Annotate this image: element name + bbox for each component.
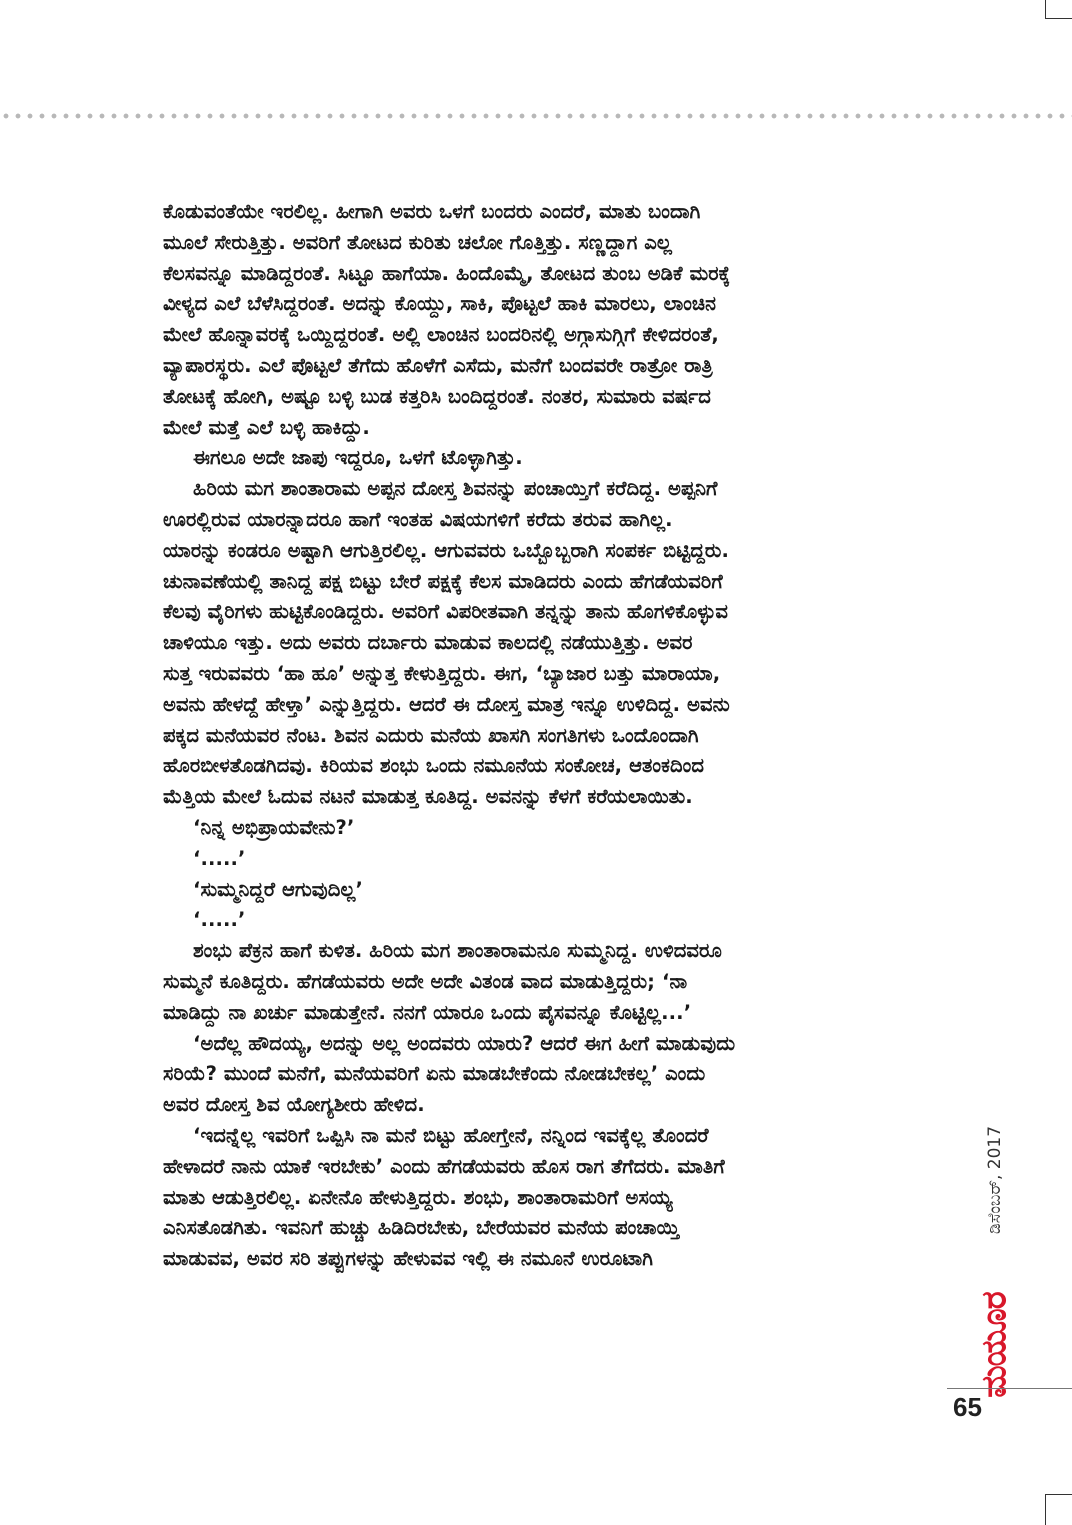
magazine-logo-text: ಮಯೂರ xyxy=(975,1292,1015,1398)
text-line: ಕೆಲಸವನ್ನೂ ಮಾಡಿದ್ದರಂತೆ. ಸಿಟ್ಟೂ ಹಾಗೆಯಾ. ಹಿಂದೊಮ್ಮೆ, ತೋಟದ ತುಂಬ ಅಡಿಕೆ ಮರಕ್ಕೆ xyxy=(163,261,731,285)
text-line: ‘.....’ xyxy=(193,908,246,932)
dotted-header-rule xyxy=(0,113,1072,119)
text-line: ಚಾಳಿಯೂ ಇತ್ತು. ಅದು ಅವರು ದರ್ಬಾರು ಮಾಡುವ ಕಾಲದಲ್ಲಿ ನಡೆಯುತ್ತಿತ್ತು. ಅವರ xyxy=(163,631,693,655)
text-line: ಹೇಳಾದರೆ ನಾನು ಯಾಕೆ ಇರಬೇಕು’ ಎಂದು ಹೆಗಡೆಯವರು ಹೊಸ ರಾಗ ತೆಗೆದರು. ಮಾತಿಗೆ xyxy=(163,1154,725,1178)
text-line: ‘.....’ xyxy=(193,846,246,870)
text-line: ಊರಲ್ಲಿರುವ ಯಾರನ್ನಾದರೂ ಹಾಗೆ ಇಂತಹ ವಿಷಯಗಳಿಗೆ ಕರೆದು ತರುವ ಹಾಗಿಲ್ಲ. xyxy=(163,507,673,531)
text-line: ಪಕ್ಕದ ಮನೆಯವರ ನೆಂಟ. ಶಿವನ ಎದುರು ಮನೆಯ ಖಾಸಗಿ ಸಂಗತಿಗಳು ಒಂದೊಂದಾಗಿ xyxy=(163,723,699,747)
text-line: ಮಾತು ಆಡುತ್ತಿರಲಿಲ್ಲ. ಏನೇನೊ ಹೇಳುತ್ತಿದ್ದರು. ಶಂಭು, ಶಾಂತಾರಾಮರಿಗೆ ಅಸಯ್ಯ xyxy=(163,1185,673,1209)
text-line: ಕೆಲವು ವೈರಿಗಳು ಹುಟ್ಟಿಕೊಂಡಿದ್ದರು. ಅವರಿಗೆ ವಿಪರೀತವಾಗಿ ತನ್ನನ್ನು ತಾನು ಹೊಗಳಿಕೊಳ್ಳುವ xyxy=(163,600,729,624)
text-line: ಮೇಲೆ ಮತ್ತೆ ಎಲೆ ಬಳ್ಳಿ ಹಾಕಿದ್ದು. xyxy=(163,415,370,439)
text-line: ಹಿರಿಯ ಮಗ ಶಾಂತಾರಾಮ ಅಪ್ಪನ ದೋಸ್ತ ಶಿವನನ್ನು ಪಂಚಾಯ್ತಿಗೆ ಕರೆದಿದ್ದ. ಅಪ್ಪನಿಗೆ xyxy=(193,477,718,501)
text-line: ಮಾಡಿದ್ದು ನಾ ಖರ್ಚು ಮಾಡುತ್ತೇನೆ. ನನಗೆ ಯಾರೂ ಒಂದು ಪೈಸವನ್ನೂ ಕೊಟ್ಟಿಲ್ಲ...’ xyxy=(163,1000,692,1024)
text-line: ‘ನಿನ್ನ ಅಭಿಪ್ರಾಯವೇನು?’ xyxy=(193,815,355,839)
text-line: ‘ಇದನ್ನೆಲ್ಲ ಇವರಿಗೆ ಒಪ್ಪಿಸಿ ನಾ ಮನೆ ಬಿಟ್ಟು ಹೋಗ್ತೇನೆ, ನನ್ನಿಂದ ಇವಕ್ಕೆಲ್ಲ ತೊಂದರೆ xyxy=(193,1123,709,1147)
crop-mark-bottom-right xyxy=(1045,1494,1072,1525)
magazine-logo xyxy=(948,1292,1042,1398)
text-line: ‘ಸುಮ್ಮನಿದ್ದರೆ ಆಗುವುದಿಲ್ಲ’ xyxy=(193,877,364,901)
text-line: ತೋಟಕ್ಕೆ ಹೋಗಿ, ಅಷ್ಟೂ ಬಳ್ಳಿ ಬುಡ ಕತ್ತರಿಸಿ ಬಂದಿದ್ದರಂತೆ. ನಂತರ, ಸುಮಾರು ವರ್ಷದ xyxy=(163,384,711,408)
text-line: ಈಗಲೂ ಅದೇ ಜಾಪು ಇದ್ದರೂ, ಒಳಗೆ ಟೊಳ್ಳಾಗಿತ್ತು. xyxy=(193,446,523,470)
text-line: ಸರಿಯೆ? ಮುಂದೆ ಮನೆಗೆ, ಮನೆಯವರಿಗೆ ಏನು ಮಾಡಬೇಕೆಂದು ನೋಡಬೇಕಲ್ಲ’ ಎಂದು xyxy=(163,1062,706,1086)
text-line: ಅವನು ಹೇಳದ್ದೆ ಹೇಳ್ತಾ’ ಎನ್ನುತ್ತಿದ್ದರು. ಆದರೆ ಈ ದೋಸ್ತ ಮಾತ್ರ ಇನ್ನೂ ಉಳಿದಿದ್ದ. ಅವನು xyxy=(163,692,730,716)
text-line: ಯಾರನ್ನು ಕಂಡರೂ ಅಷ್ಟಾಗಿ ಆಗುತ್ತಿರಲಿಲ್ಲ. ಆಗುವವರು ಒಬ್ಬೊಬ್ಬರಾಗಿ ಸಂಪರ್ಕ ಬಿಟ್ಟಿದ್ದರು. xyxy=(163,538,729,562)
text-line: ಮೆತ್ತಿಯ ಮೇಲೆ ಓದುವ ನಟನೆ ಮಾಡುತ್ತ ಕೂತಿದ್ದ. ಅವನನ್ನು ಕೆಳಗೆ ಕರೆಯಲಾಯಿತು. xyxy=(163,785,693,809)
issue-date-container xyxy=(948,1090,1042,1270)
text-line: ಮಾಡುವವ, ಅವರ ಸರಿ ತಪ್ಪುಗಳನ್ನು ಹೇಳುವವ ಇಲ್ಲಿ ಈ ನಮೂನೆ ಉರೂಟಾಗಿ xyxy=(163,1247,654,1271)
page-number: 65 xyxy=(953,1392,982,1422)
text-line: ಹೊರಬೀಳತೊಡಗಿದವು. ಕಿರಿಯವ ಶಂಭು ಒಂದು ನಮೂನೆಯ ಸಂಕೋಚ, ಆತಂಕದಿಂದ xyxy=(163,754,705,778)
sidebar-meta xyxy=(948,1080,1042,1398)
text-line: ವೀಳ್ಯದ ಎಲೆ ಬೆಳೆಸಿದ್ದರಂತೆ. ಅದನ್ನು ಕೊಯ್ದು, ಸಾಕಿ, ಪೊಟ್ಟಲೆ ಹಾಕಿ ಮಾರಲು, ಲಾಂಚಿನ xyxy=(163,292,717,316)
text-line: ವ್ಯಾಪಾರಸ್ಥರು. ಎಲೆ ಪೊಟ್ಟಲೆ ತೆಗೆದು ಹೊಳೆಗೆ ಎಸೆದು, ಮನೆಗೆ ಬಂದವರೇ ರಾತ್ರೋ ರಾತ್ರಿ xyxy=(163,353,713,377)
text-line: ಎನಿಸತೊಡಗಿತು. ಇವನಿಗೆ ಹುಚ್ಚು ಹಿಡಿದಿರಬೇಕು, ಬೇರೆಯವರ ಮನೆಯ ಪಂಚಾಯ್ತಿ xyxy=(163,1216,680,1240)
text-line: ಕೊಡುವಂತೆಯೇ ಇರಲಿಲ್ಲ. ಹೀಗಾಗಿ ಅವರು ಒಳಗೆ ಬಂದರು ಎಂದರೆ, ಮಾತು ಬಂದಾಗಿ xyxy=(163,200,701,223)
text-line: ಶಂಭು ಪೆಕ್ರನ ಹಾಗೆ ಕುಳಿತ. ಹಿರಿಯ ಮಗ ಶಾಂತಾರಾಮನೂ ಸುಮ್ಮನಿದ್ದ. ಉಳಿದವರೂ xyxy=(193,939,722,963)
text-line: ಅವರ ದೋಸ್ತ ಶಿವ ಯೋಗ್ಯಶೀರು ಹೇಳಿದ. xyxy=(163,1093,425,1117)
page-number-rule xyxy=(947,1388,1072,1389)
text-line: ಮೂಲೆ ಸೇರುತ್ತಿತ್ತು. ಅವರಿಗೆ ತೋಟದ ಕುರಿತು ಚಲೋ ಗೊತ್ತಿತ್ತು. ಸಣ್ಣದ್ದಾಗ ಎಲ್ಲ xyxy=(163,230,672,254)
text-line: ಸುತ್ತ ಇರುವವರು ‘ಹಾ ಹೂ’ ಅನ್ನುತ್ತ ಕೇಳುತ್ತಿದ್ದರು. ಈಗ, ‘ಬ್ಯಾಜಾರ ಬತ್ತು ಮಾರಾಯಾ, xyxy=(163,661,721,685)
text-line: ಮೇಲೆ ಹೊನ್ನಾವರಕ್ಕೆ ಒಯ್ದಿದ್ದರಂತೆ. ಅಲ್ಲಿ ಲಾಂಚಿನ ಬಂದರಿನಲ್ಲಿ ಅಗ್ಗಾಸುಗ್ಗಿಗೆ ಕೇಳಿದರಂತೆ, xyxy=(163,323,719,347)
crop-mark-top-right xyxy=(1045,0,1072,19)
text-line: ಚುನಾವಣೆಯಲ್ಲಿ ತಾನಿದ್ದ ಪಕ್ಷ ಬಿಟ್ಟು ಬೇರೆ ಪಕ್ಷಕ್ಕೆ ಕೆಲಸ ಮಾಡಿದರು ಎಂದು ಹೆಗಡೆಯವರಿಗೆ xyxy=(163,569,723,593)
text-line: ‘ಅದೆಲ್ಲ ಹೌದಯ್ಯ, ಅದನ್ನು ಅಲ್ಲ ಅಂದವರು ಯಾರು? ಆದರೆ ಈಗ ಹೀಗೆ ಮಾಡುವುದು xyxy=(193,1031,736,1055)
issue-date: ಡಿಸೆಂಬರ್, 2017 xyxy=(985,1125,1005,1235)
text-line: ಸುಮ್ಮನೆ ಕೂತಿದ್ದರು. ಹೆಗಡೆಯವರು ಅದೇ ಅದೇ ವಿತಂಡ ವಾದ ಮಾಡುತ್ತಿದ್ದರು; ‘ನಾ xyxy=(163,969,688,993)
article-body xyxy=(163,197,908,1275)
